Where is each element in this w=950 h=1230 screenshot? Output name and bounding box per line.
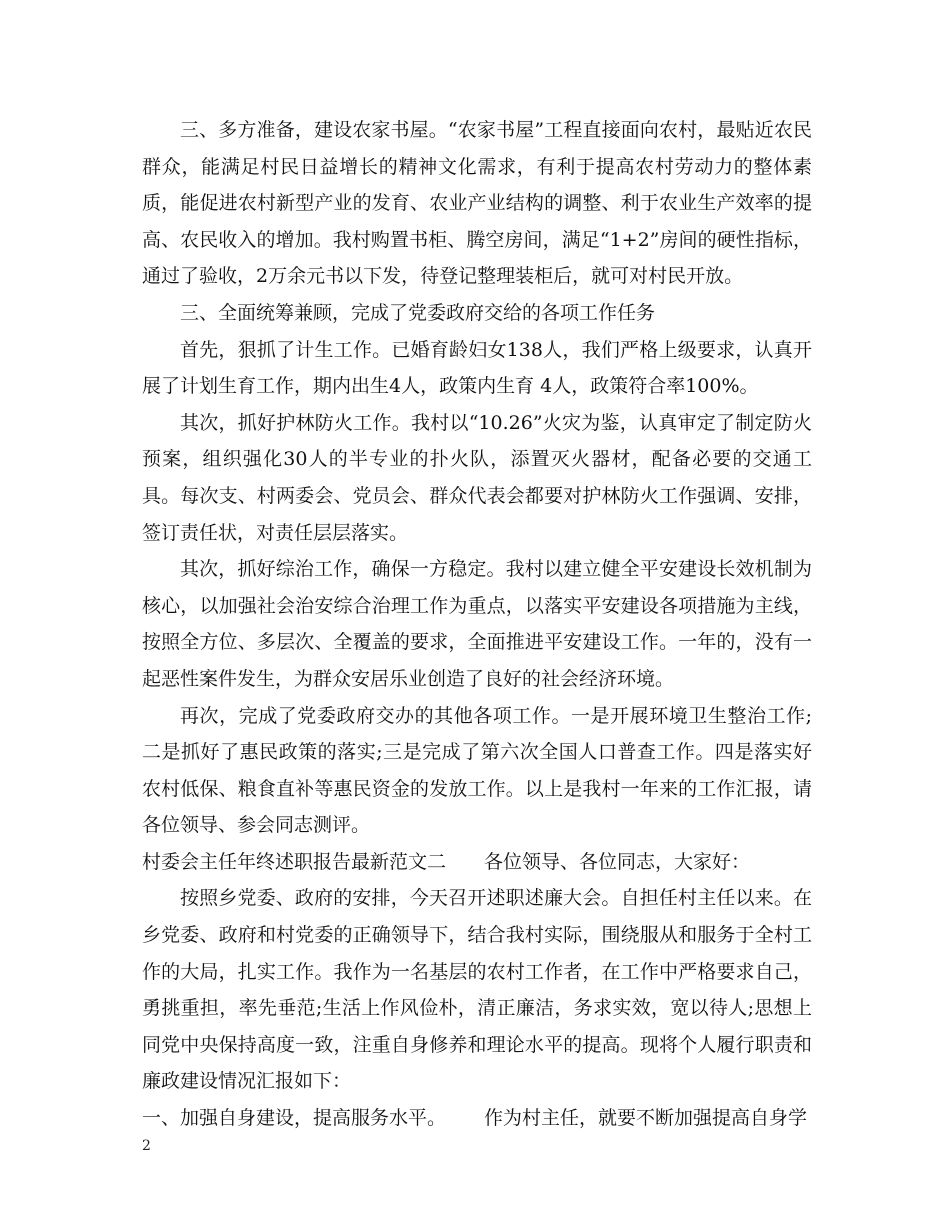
section-heading-tasks: 三、全面统筹兼顾，完成了党委政府交给的各项工作任务 bbox=[180, 301, 656, 324]
report-title: 村委会主任年终述职报告最新范文二 bbox=[142, 850, 447, 873]
page-number: 2 bbox=[142, 1138, 151, 1154]
paragraph-family-planning: 首先，狠抓了计生工作。已婚育龄妇女138人，我们严格上级要求，认真开展了计划生育工作，期内出生4人，政策内生育 4人，政策符合率100%。 bbox=[142, 338, 812, 398]
document-body bbox=[142, 112, 812, 1137]
section-heading-self-building bbox=[142, 1100, 812, 1137]
section-body-start: 作为村主任，就要不断加强提高自身学 bbox=[484, 1107, 808, 1130]
report-greeting: 各位领导、各位同志，大家好： bbox=[484, 850, 751, 873]
paragraph-fire-prevention: 其次，抓好护林防火工作。我村以“10.26”火灾为鉴，认真审定了制定防火预案，组织强化30人的半专业的扑火队，添置灭火器材，配备必要的交通工具。每次支、村两委会、党员会、群众代表会都要对护林防火工作强调、安排，签订责任状，对责任层层落实。 bbox=[142, 411, 812, 544]
paragraph-introduction: 按照乡党委、政府的安排，今天召开述职述廉大会。自担任村主任以来。在乡党委、政府和村党委的正确领导下，结合我村实际，围绕服从和服务于全村工作的大局，扎实工作。我作为一名基层的农村工作者，在工作中严格要求自己，勇挑重担，率先垂范;生活上作风俭朴，清正廉洁，务求实效，宽以待人;思想上同党中央保持高度一致，注重自身修养和理论水平的提高。现将个人履行职责和廉政建设情况汇报如下： bbox=[142, 887, 812, 1093]
paragraph-other-tasks: 再次，完成了党委政府交办的其他各项工作。一是开展环境卫生整治工作;二是抓好了惠民政策的落实;三是完成了第六次全国人口普查工作。四是落实好农村低保、粮食直补等惠民资金的发放工作。以上是我村一年来的工作汇报，请各位领导、参会同志测评。 bbox=[142, 704, 812, 837]
report-heading-line bbox=[142, 844, 812, 881]
paragraph-public-security: 其次，抓好综治工作，确保一方稳定。我村以建立健全平安建设长效机制为核心，以加强社会治安综合治理工作为重点，以落实平安建设各项措施为主线，按照全方位、多层次、全覆盖的要求，全面推进平安建设工作。一年的，没有一起恶性案件发生，为群众安居乐业创造了良好的社会经济环境。 bbox=[142, 558, 812, 690]
section-heading-text: 一、加强自身建设，提高服务水平。 bbox=[142, 1107, 447, 1130]
paragraph-bookhouse: 三、多方准备，建设农家书屋。“农家书屋”工程直接面向农村，最贴近农民群众，能满足村民日益增长的精神文化需求，有利于提高农村劳动力的整体素质，能促进农村新型产业的发育、农业产业结构的调整、利于农业生产效率的提高、农民收入的增加。我村购置书柜、腾空房间，满足“1+2”房间的硬性指标，通过了验收，2万余元书以下发，待登记整理装柜后，就可对村民开放。 bbox=[142, 119, 812, 288]
